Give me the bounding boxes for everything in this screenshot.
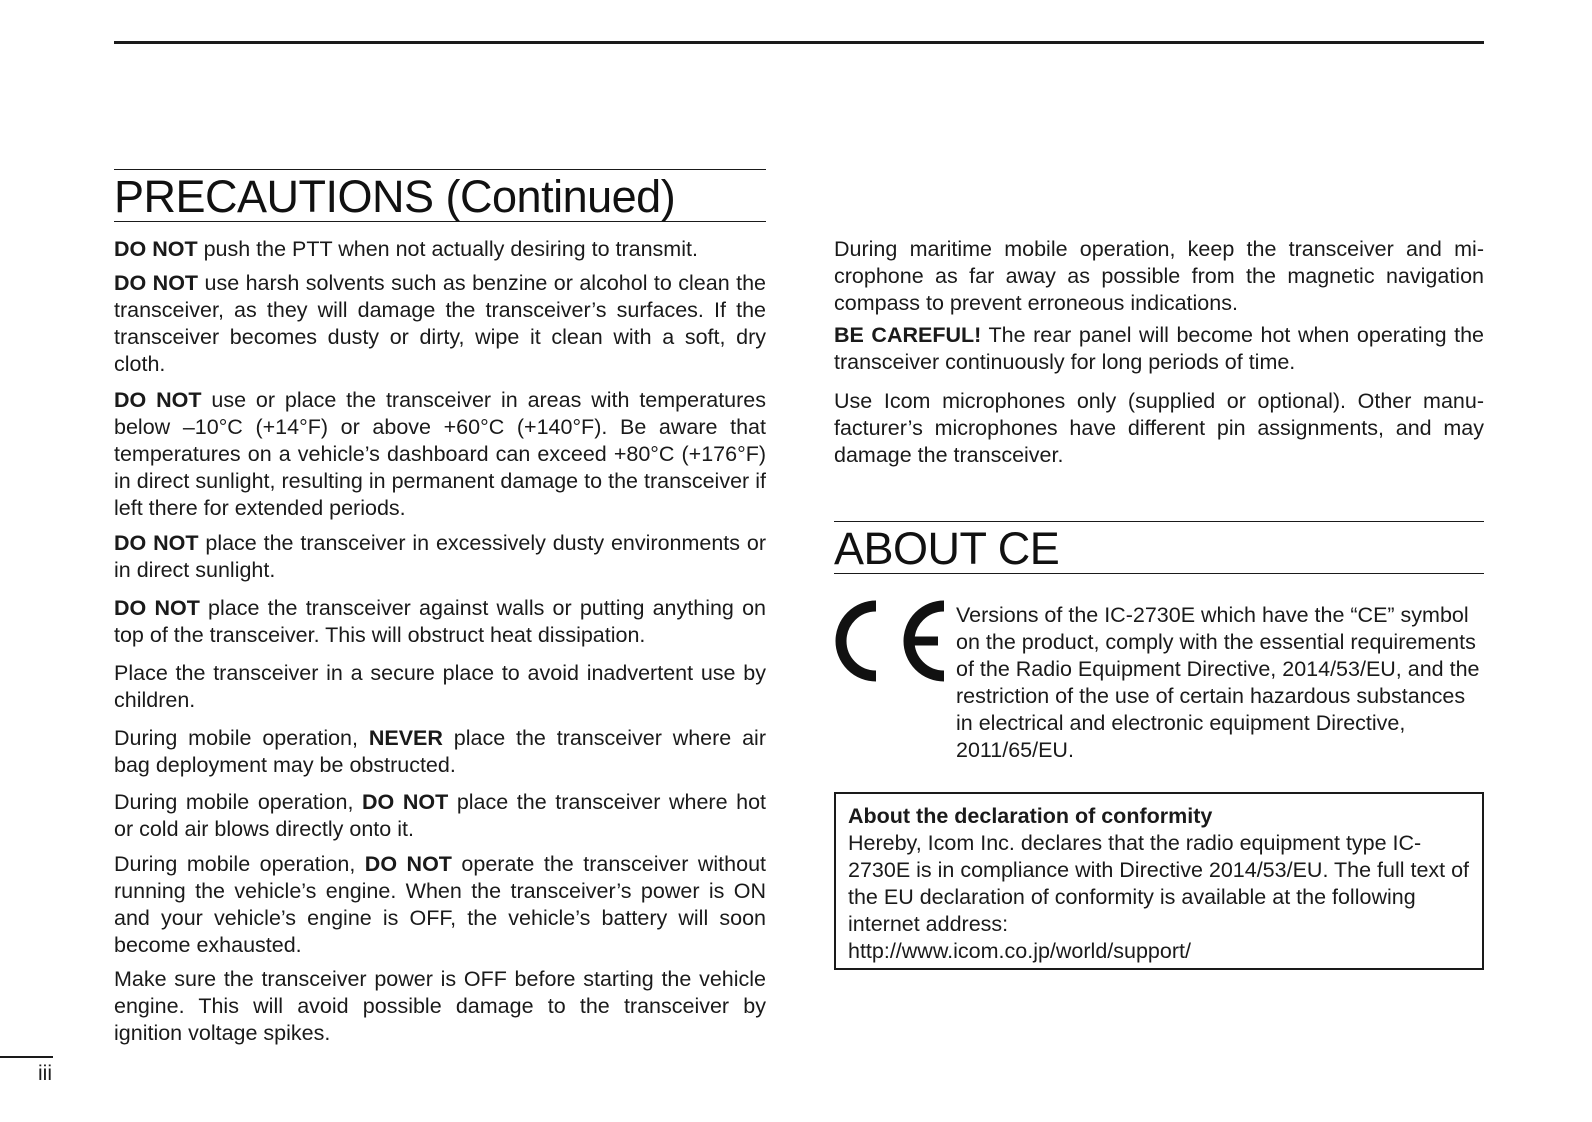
precautions-title: PRECAUTIONS (Continued) — [114, 171, 676, 222]
precaution-paragraph: Use Icom microphones only (supplied or optional). Other manufacturer’s microphones have different pin assignments, and may damage the transceiver. — [834, 389, 1484, 467]
page-number-rule — [0, 1056, 53, 1058]
precaution-paragraph: DO NOT place the transceiver against walls or putting anything on top of the transceiver. This will obstruct heat dissipation. — [114, 596, 766, 647]
about-ce-title: ABOUT CE — [834, 523, 1060, 574]
precaution-paragraph: During mobile operation, DO NOT operate the transceiver without running the vehicle’s engine. When the transceiver’s power is ON and your vehicle’s engine is OFF, the vehicle’s battery will soon become exhausted. — [114, 852, 767, 957]
ce-compliance-text: Versions of the IC-2730E which have the “CE” symbol on the product, comply with the essential requirements of the Radio Equipment Directive, 2014/53/EU, and the restriction of the use of certain hazardous substances in electrical and electronic equipment Directive, 2011/65/EU. — [956, 603, 1480, 762]
declaration-title: About the declaration of conformity — [848, 804, 1213, 828]
precaution-paragraph: DO NOT use harsh solvents such as benzine or alcohol to clean the transceiver, as they will damage the transceiver’s surfaces. If the transceiver becomes dusty or dirty, wipe it clean with a soft, dry cloth. — [114, 271, 766, 376]
support-url[interactable]: http://www.icom.co.jp/world/support/ — [848, 939, 1191, 963]
precaution-paragraph: Make sure the transceiver power is OFF before starting the vehicle engine. This will avoid possible damage to the transceiver by ignition voltage spikes. — [114, 967, 766, 1045]
declaration-body: Hereby, Icom Inc. declares that the radio equipment type IC-2730E is in compliance with Directive 2014/53/EU. The full text of the EU declaration of conformity is available at the following internet address: — [848, 831, 1470, 936]
precaution-paragraph: DO NOT push the PTT when not actually desiring to transmit. — [114, 237, 698, 261]
ce-mark-logo — [834, 600, 946, 682]
precaution-paragraph: DO NOT use or place the transceiver in areas with temperatures below –10°C (+14°F) or above +60°C (+140°F). Be aware that temperatures on a vehicle’s dashboard can exceed +80°C (+176°F) in direct sunlight, resulting in permanent damage to the transceiver if left there for extended periods. — [114, 388, 766, 520]
about-ce-heading-block — [834, 521, 1484, 574]
precaution-paragraph: During mobile operation, DO NOT place the transceiver where hot or cold air blows directly onto it. — [114, 790, 767, 841]
header-rule — [114, 41, 1484, 44]
precaution-paragraph: During maritime mobile operation, keep the transceiver and microphone as far away as possible from the magnetic navigation compass to prevent erroneous indications. — [834, 237, 1484, 315]
page-number: iii — [38, 1062, 52, 1085]
precaution-paragraph: Place the transceiver in a secure place to avoid inadvertent use by children. — [114, 661, 766, 712]
declaration-of-conformity-box — [834, 792, 1484, 970]
precaution-paragraph: BE CAREFUL! The rear panel will become hot when operating the transceiver continuously for long periods of time. — [834, 323, 1485, 374]
precaution-paragraph: DO NOT place the transceiver in excessively dusty environments or in direct sunlight. — [114, 531, 767, 582]
precaution-paragraph: During mobile operation, NEVER place the transceiver where air bag deployment may be obstructed. — [114, 726, 766, 777]
precautions-heading-block — [114, 169, 766, 222]
